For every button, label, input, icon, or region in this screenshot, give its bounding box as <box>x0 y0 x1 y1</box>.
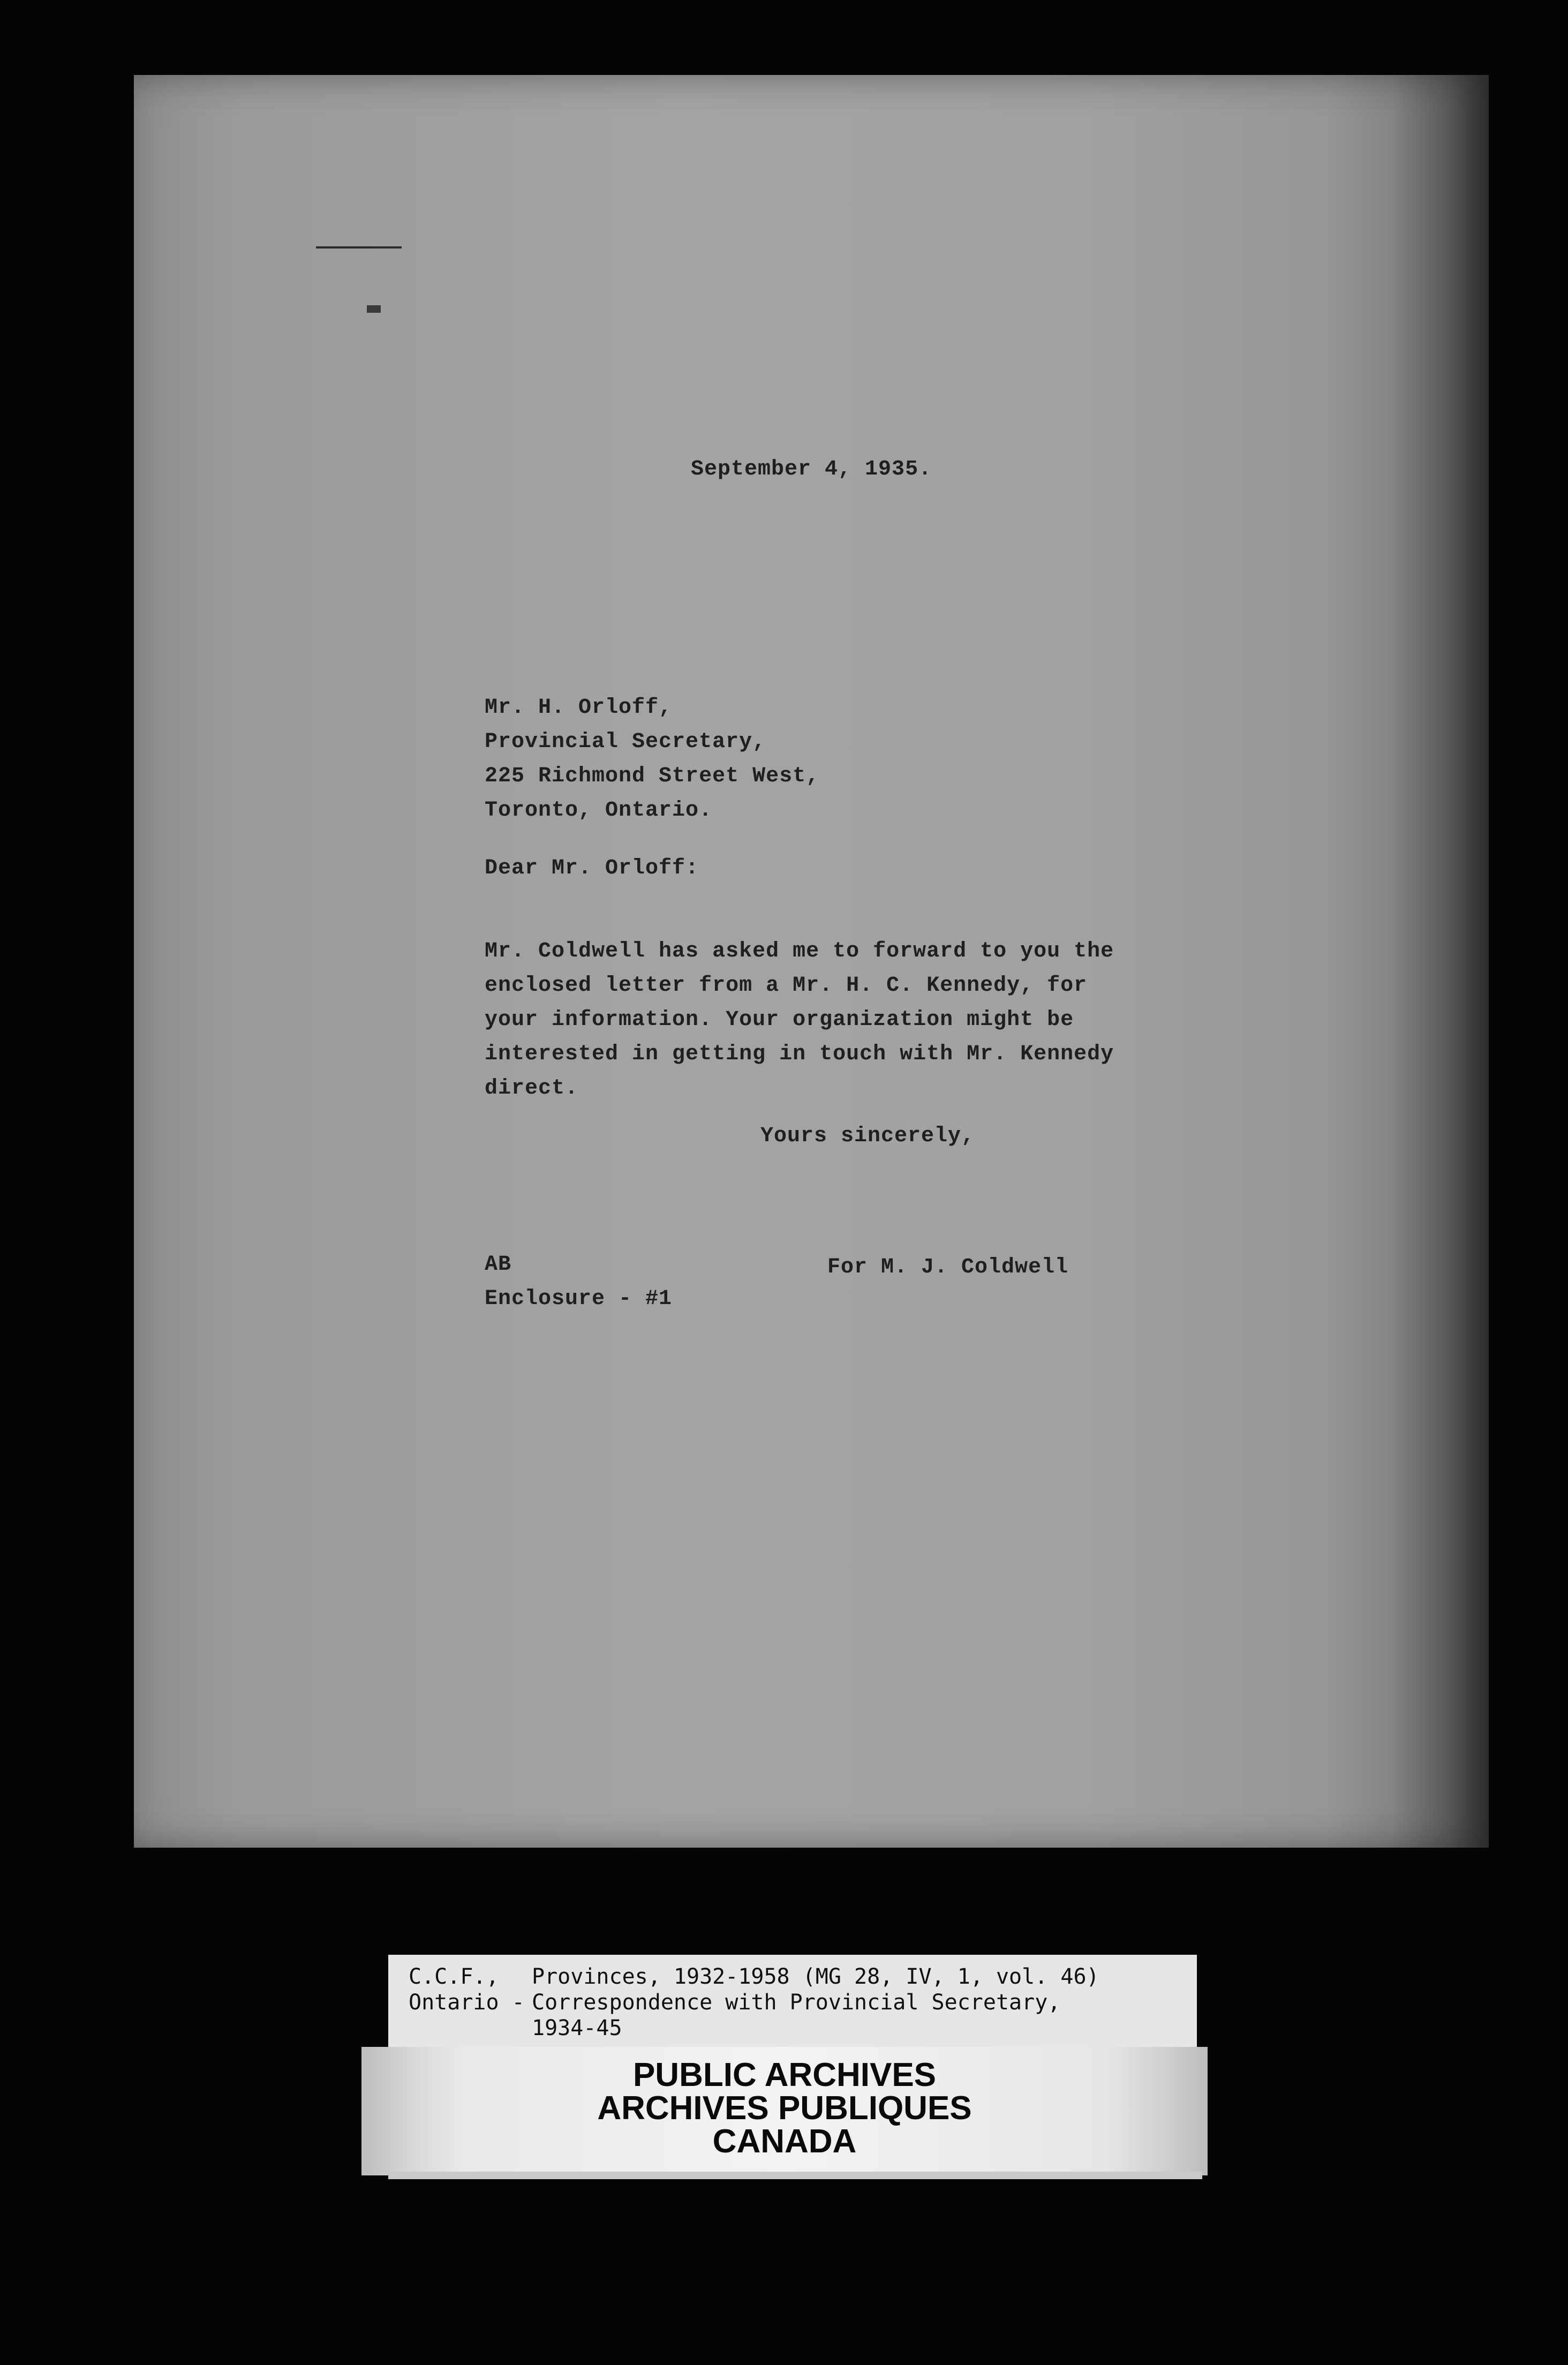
stamp-bottom-strip <box>388 2172 1202 2179</box>
salutation: Dear Mr. Orloff: <box>485 856 699 880</box>
address-line: 225 Richmond Street West, <box>485 764 820 788</box>
body-line: direct. <box>485 1076 579 1101</box>
letter-date: September 4, 1935. <box>691 457 932 481</box>
body-line: your information. Your organization might be <box>485 1008 1074 1032</box>
recipient-address <box>485 691 819 828</box>
label-right: Correspondence with Provincial Secretary, <box>532 1990 1061 2015</box>
label-right: Provinces, 1932-1958 (MG 28, IV, 1, vol. 46) <box>532 1964 1099 1989</box>
archive-reference-label <box>388 1955 1197 2054</box>
page-shadow-edge <box>1392 75 1489 1848</box>
letter-body <box>485 935 1154 1106</box>
enclosure-note: Enclosure - #1 <box>485 1287 673 1311</box>
pencil-mark <box>316 246 402 248</box>
closing: Yours sincerely, <box>760 1124 975 1148</box>
body-line: enclosed letter from a Mr. H. C. Kennedy, for <box>485 974 1088 998</box>
body-line: interested in getting in touch with Mr. Kennedy <box>485 1042 1114 1066</box>
archives-stamp <box>361 2047 1208 2175</box>
label-left: C.C.F., <box>409 1964 499 1989</box>
body-line: Mr. Coldwell has asked me to forward to you the <box>485 939 1114 963</box>
stamp-line: ARCHIVES PUBLIQUES <box>597 2090 972 2127</box>
signature-line: For M. J. Coldwell <box>827 1255 1069 1279</box>
address-line: Mr. H. Orloff, <box>485 696 673 720</box>
stamp-line: PUBLIC ARCHIVES <box>632 2057 937 2093</box>
typist-initials: AB <box>485 1253 512 1277</box>
address-line: Provincial Secretary, <box>485 730 766 754</box>
initials-block <box>485 1248 672 1316</box>
label-left: Ontario - <box>409 1990 525 2015</box>
pencil-mark <box>367 305 381 313</box>
show-through-letterhead <box>311 1671 1489 1800</box>
stamp-line: CANADA <box>712 2123 857 2160</box>
stamp-text <box>361 2059 1208 2158</box>
address-line: Toronto, Ontario. <box>485 799 713 823</box>
label-right: 1934-45 <box>532 2016 622 2040</box>
